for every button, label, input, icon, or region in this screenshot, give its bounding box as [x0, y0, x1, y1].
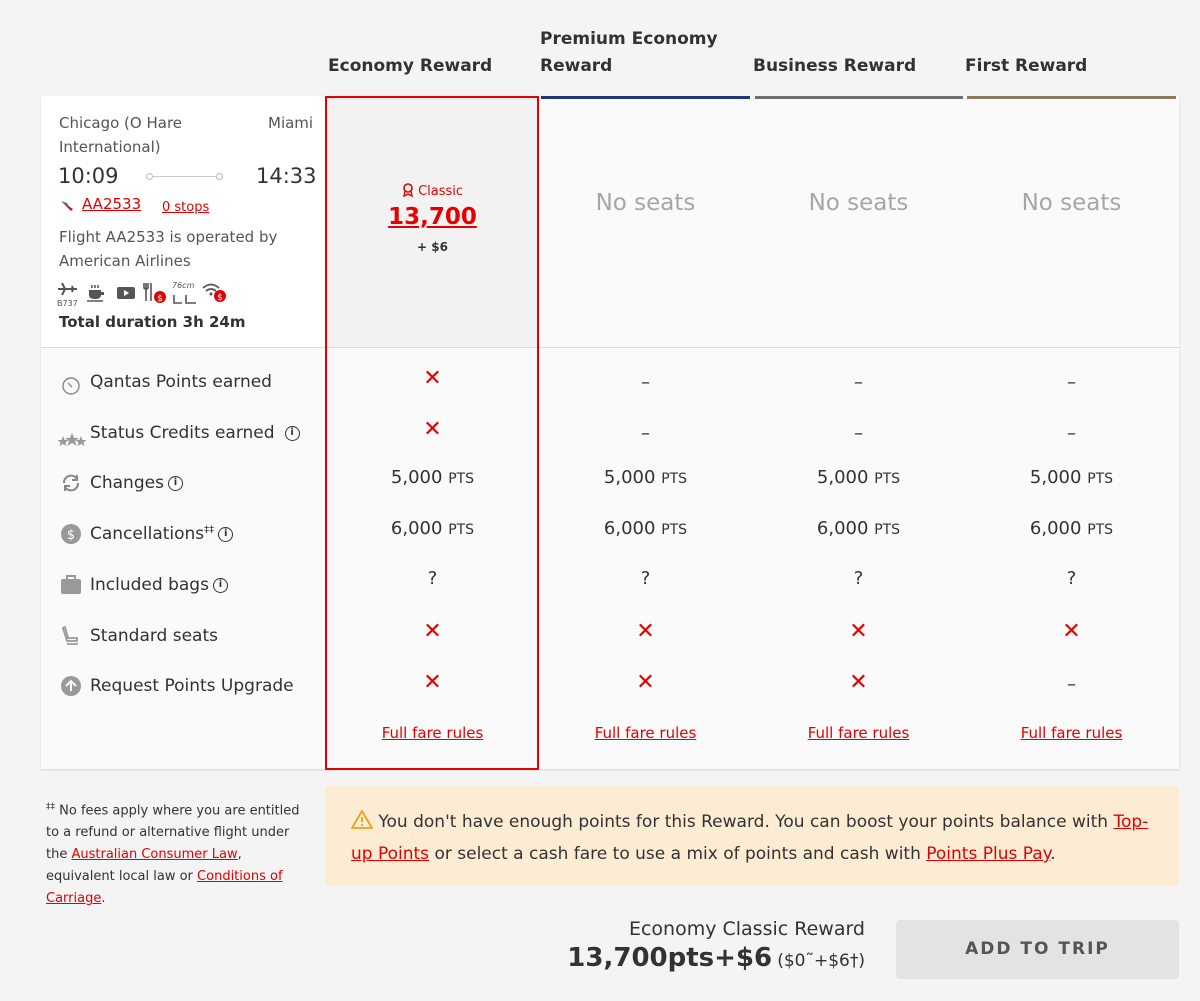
total-duration: Total duration 3h 24m — [59, 313, 246, 331]
row-label-cancellations — [90, 524, 233, 544]
pts-unit: PTS — [661, 522, 688, 538]
depart-time: 10:09 — [58, 164, 119, 188]
origin-line1: Chicago (O Hare — [59, 114, 183, 132]
route-start-dot — [146, 173, 153, 180]
premium-qantas-points-dash: – — [641, 372, 650, 393]
destination-city: Miami — [268, 114, 314, 132]
bags-text: Included bags — [90, 575, 209, 595]
premium-status-credits-dash: – — [641, 423, 650, 444]
col-header-premium — [540, 26, 718, 80]
first-cancel-fee — [965, 518, 1178, 539]
entertainment-icon — [116, 286, 136, 300]
premium-seats-cross: ✕ — [636, 619, 655, 644]
economy-fee: + $6 — [417, 240, 448, 254]
warning-text-3: . — [1050, 844, 1056, 864]
row-label-standard-seats: Standard seats — [90, 626, 218, 646]
footnote-text-1: No fees apply where you are entitled to a refund or alternative flight under the — [46, 803, 300, 863]
stops-link[interactable]: 0 stops — [162, 200, 210, 215]
pts-unit: PTS — [1087, 522, 1114, 538]
premium-bags-unknown: ? — [640, 568, 651, 589]
business-qantas-points-dash: – — [854, 372, 863, 393]
meal-coffee-icon — [86, 284, 108, 302]
australian-consumer-law-link[interactable]: Australian Consumer Law — [71, 847, 238, 863]
summary-price-total: 13,700pts+$6 — [567, 943, 773, 973]
economy-seats-cross: ✕ — [423, 619, 442, 644]
operated-by — [59, 225, 277, 273]
operated-line2: American Airlines — [59, 252, 191, 270]
pts-unit: PTS — [1087, 471, 1114, 487]
economy-fare-rules-link[interactable]: Full fare rules — [381, 724, 484, 742]
pts-unit: PTS — [661, 471, 688, 487]
classic-badge-label: Classic — [418, 184, 464, 199]
first-status-credits-dash: – — [1067, 423, 1076, 444]
first-cancel-amount: 6,000 — [1029, 518, 1082, 539]
flight-number-link[interactable]: AA2533 — [82, 195, 142, 213]
business-fare-rules-link[interactable]: Full fare rules — [807, 724, 910, 742]
economy-bags-unknown: ? — [427, 568, 438, 589]
aircraft-icon — [57, 281, 81, 308]
business-column-accent — [755, 96, 963, 99]
award-ribbon-icon — [402, 184, 418, 199]
economy-cancel-amount: 6,000 — [390, 518, 443, 539]
footnote-mark: ‡‡ — [46, 802, 55, 812]
summary-price-breakdown: ($0˜+$6†) — [777, 951, 865, 971]
row-label-request-upgrade: Request Points Upgrade — [90, 676, 294, 696]
seat-pitch-icon — [172, 281, 198, 303]
economy-cancel-fee — [326, 518, 539, 539]
premium-no-seats: No seats — [595, 190, 696, 216]
svg-text:$: $ — [217, 293, 223, 303]
summary-price — [567, 943, 865, 973]
premium-upgrade-cross: ✕ — [636, 670, 655, 695]
business-cancel-fee — [752, 518, 965, 539]
changes-text: Changes — [90, 473, 164, 493]
business-cancel-amount: 6,000 — [816, 518, 869, 539]
qantas-points-icon — [60, 375, 82, 397]
wifi-paid-icon — [201, 281, 227, 303]
premium-changes-amount: 5,000 — [603, 467, 656, 488]
origin-line2: International) — [59, 138, 161, 156]
top-up-points-link[interactable]: Top-up Points — [351, 812, 1149, 864]
bags-info-icon[interactable]: i — [213, 578, 228, 593]
changes-info-icon[interactable]: i — [168, 476, 183, 491]
business-seats-cross: ✕ — [849, 619, 868, 644]
table-divider — [41, 347, 1179, 348]
seat-pitch-value: 76cm — [172, 281, 195, 290]
pts-unit: PTS — [874, 471, 901, 487]
economy-status-credits-cross: ✕ — [423, 417, 442, 442]
dining-paid-icon — [143, 282, 167, 304]
col-header-premium-line1: Premium Economy — [540, 29, 718, 49]
arrive-time: 14:33 — [256, 164, 317, 188]
bags-icon — [60, 574, 82, 596]
add-to-trip-button[interactable]: ADD TO TRIP — [896, 920, 1179, 979]
col-header-first: First Reward — [965, 56, 1088, 76]
row-label-included-bags — [90, 575, 228, 595]
premium-column-accent — [541, 96, 750, 99]
summary-title: Economy Classic Reward — [628, 918, 865, 940]
footnote-text-2: , equivalent local law or — [46, 847, 242, 885]
status-credits-icon — [58, 426, 86, 448]
premium-cancel-fee — [539, 518, 752, 539]
row-label-status-credits — [90, 423, 300, 443]
first-column-accent — [967, 96, 1176, 99]
economy-qantas-points-cross: ✕ — [423, 366, 442, 391]
classic-badge — [326, 183, 539, 199]
status-credits-info-icon[interactable]: i — [285, 426, 300, 441]
svg-text:$: $ — [157, 294, 163, 304]
cancellations-info-icon[interactable]: i — [218, 527, 233, 542]
col-header-business: Business Reward — [753, 56, 917, 76]
economy-upgrade-cross: ✕ — [423, 670, 442, 695]
svg-text:$: $ — [66, 528, 76, 543]
first-upgrade-dash: – — [1067, 674, 1076, 695]
status-credits-text: Status Credits earned — [90, 423, 275, 443]
economy-changes-amount: 5,000 — [390, 467, 443, 488]
business-bags-unknown: ? — [853, 568, 864, 589]
warning-text-1: You don't have enough points for this Reward. You can boost your points balance with — [378, 812, 1109, 832]
first-qantas-points-dash: – — [1067, 372, 1076, 393]
first-seats-cross: ✕ — [1062, 619, 1081, 644]
cancellations-dollar-icon — [60, 523, 82, 545]
first-fare-rules-link[interactable]: Full fare rules — [1020, 724, 1123, 742]
first-changes-amount: 5,000 — [1029, 467, 1082, 488]
col-header-economy: Economy Reward — [328, 56, 493, 76]
first-changes-fee — [965, 467, 1178, 488]
row-label-qantas-points: Qantas Points earned — [90, 372, 272, 392]
pts-unit: PTS — [448, 471, 475, 487]
business-status-credits-dash: – — [854, 423, 863, 444]
seat-icon — [60, 625, 82, 647]
route-end-dot — [216, 173, 223, 180]
pts-unit: PTS — [448, 522, 475, 538]
pts-unit: PTS — [874, 522, 901, 538]
economy-points-price[interactable]: 13,700 — [388, 204, 477, 230]
first-no-seats: No seats — [1021, 190, 1122, 216]
col-header-premium-line2: Reward — [540, 56, 613, 76]
premium-cancel-amount: 6,000 — [603, 518, 656, 539]
business-changes-fee — [752, 467, 965, 488]
row-label-changes — [90, 473, 183, 493]
warning-text-2: or select a cash fare to use a mix of points and cash with — [434, 844, 921, 864]
origin-city — [59, 111, 182, 159]
cancellations-text: Cancellations — [90, 524, 205, 544]
american-airlines-logo-icon — [59, 197, 75, 213]
business-upgrade-cross: ✕ — [849, 670, 868, 695]
business-changes-amount: 5,000 — [816, 467, 869, 488]
route-line — [148, 176, 222, 177]
premium-fare-rules-link[interactable]: Full fare rules — [594, 724, 697, 742]
footnote-text-3: . — [101, 891, 106, 907]
premium-changes-fee — [539, 467, 752, 488]
points-plus-pay-link[interactable]: Points Plus Pay — [926, 844, 1051, 864]
upgrade-icon — [60, 675, 82, 697]
conditions-of-carriage-link[interactable]: Conditions of Carriage — [46, 869, 283, 907]
operated-line1: Flight AA2533 is operated by — [59, 228, 278, 246]
insufficient-points-warning — [325, 786, 1179, 886]
economy-changes-fee — [326, 467, 539, 488]
cancellations-footnote-mark: ‡‡ — [204, 524, 215, 536]
first-bags-unknown: ? — [1066, 568, 1077, 589]
warning-icon — [351, 812, 378, 832]
footnote — [46, 796, 306, 910]
business-no-seats: No seats — [808, 190, 909, 216]
aircraft-type: B737 — [57, 299, 78, 308]
changes-icon — [60, 472, 82, 494]
